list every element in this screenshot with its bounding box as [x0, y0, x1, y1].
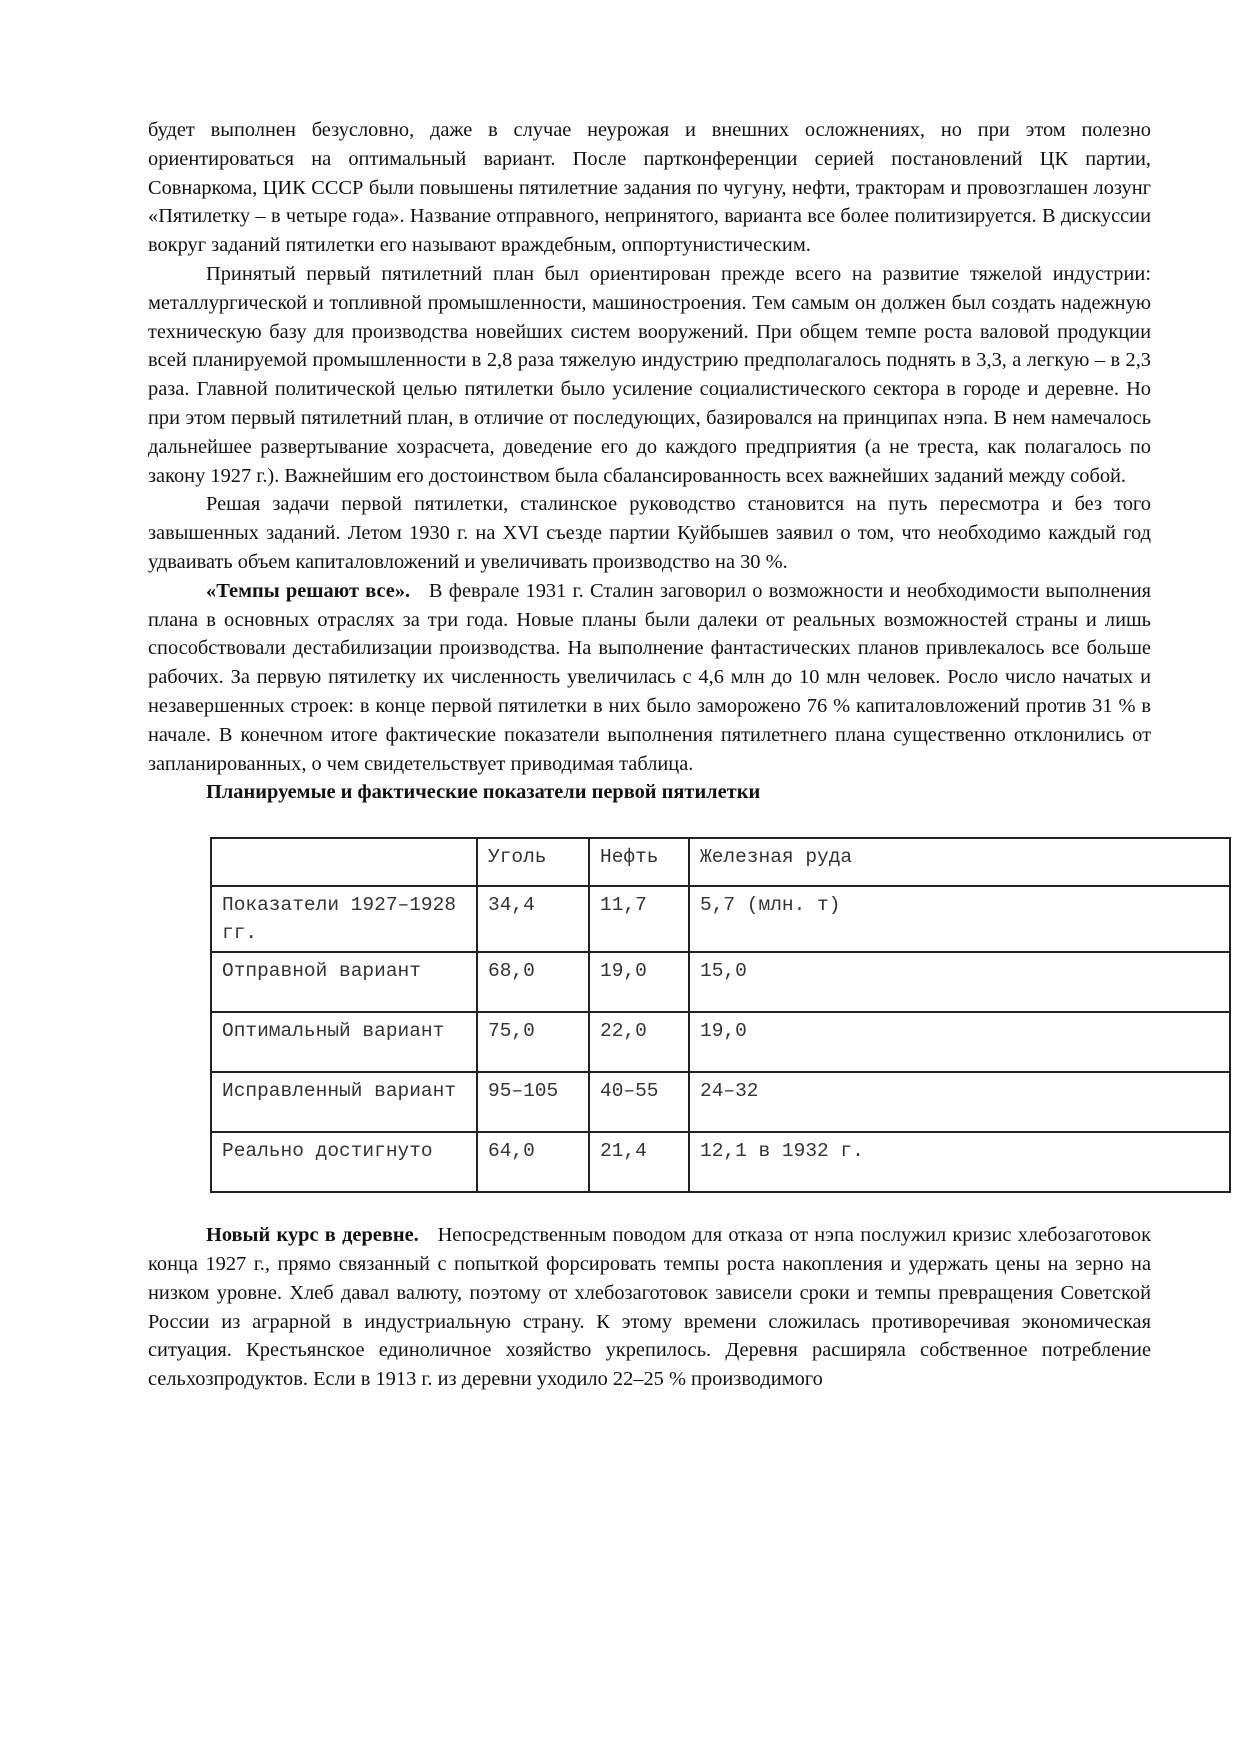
- table-row: [211, 1132, 1230, 1192]
- table-cell-label: Реально достигнуто: [211, 1132, 477, 1192]
- table-cell: 19,0: [589, 952, 689, 1012]
- table-cell: 19,0: [689, 1012, 1230, 1072]
- section-heading-tempy: «Темпы решают все».: [206, 579, 411, 602]
- table-cell: 15,0: [689, 952, 1230, 1012]
- table-row: [211, 1072, 1230, 1132]
- section-text-tempy: В феврале 1931 г. Сталин заговорил о возможности и необходимости выполнения плана в основных отраслях за три года. Новые планы были далеки от реальных возможностей страны и лишь способствовали дестабилизации производства. На выполнение фантастических планов привлекалось все больше рабочих. За первую пятилетку их численность увеличилась с 4,6 млн до 10 млн человек. Росло число начатых и незавершенных строек: в конце первой пятилетки в них было заморожено 76 % капиталовложений против 31 % в начале. В конечном итоге фактические показатели выполнения пятилетнего плана существенно отклонились от запланированных, о чем свидетельствует приводимая таблица.: [148, 579, 1152, 775]
- paragraph-first-plan: Принятый первый пятилетний план был ориентирован прежде всего на развитие тяжелой индустрии: металлургической и топливной промышленности, машиностроения. Тем самым он должен был создать надежную техническую базу для производства новейших систем вооружений. При общем темпе роста валовой продукции всей планируемой промышленности в 2,8 раза тяжелую индустрию предполагалось поднять в 3,3, а легкую – в 2,3 раза. Главной политической целью пятилетки было усиление социалистического сектора в городе и деревне. Но при этом первый пятилетний план, в отличие от последующих, базировался на принципах нэпа. В нем намечалось дальнейшее развертывание хозрасчета, доведение его до каждого предприятия (а не треста, как полагалось по закону 1927 г.). Важнейшим его достоинством была сбалансированность всех важнейших заданий между собой.: [148, 262, 1151, 487]
- table-cell: 75,0: [477, 1012, 589, 1072]
- table-header-cell: Нефть: [589, 838, 689, 886]
- paragraph-revision: Решая задачи первой пятилетки, сталинское руководство становится на путь пересмотра и без того завышенных заданий. Летом 1930 г. на XVI съезде партии Куйбышев заявил о том, что необходимо каждый год удваивать объем капиталовложений и увеличивать производство на 30 %.: [148, 493, 1151, 573]
- section-heading-kurs: Новый курс в деревне.: [206, 1224, 419, 1247]
- table-row: [211, 886, 1230, 952]
- table-cell-label: Исправленный вариант: [211, 1072, 477, 1132]
- spacer: [148, 1193, 1151, 1221]
- table-cell-label: Отправной вариант: [211, 952, 477, 1012]
- table-cell: 24–32: [689, 1072, 1230, 1132]
- table-row: [211, 952, 1230, 1012]
- table-cell: 11,7: [589, 886, 689, 952]
- table-header-cell: Железная руда: [689, 838, 1230, 886]
- table-header-row: [211, 838, 1230, 886]
- table-header-cell: [211, 838, 477, 886]
- table-cell: 21,4: [589, 1132, 689, 1192]
- table-header-cell: Уголь: [477, 838, 589, 886]
- table-cell: 12,1 в 1932 г.: [689, 1132, 1230, 1192]
- table-cell: 40–55: [589, 1072, 689, 1132]
- table-cell-label: Показатели 1927–1928 гг.: [211, 886, 477, 952]
- table-cell: 5,7 (млн. т): [689, 886, 1230, 952]
- table-cell: 34,4: [477, 886, 589, 952]
- table-cell: 95–105: [477, 1072, 589, 1132]
- indicators-table: [210, 837, 1231, 1193]
- table-row: [211, 1012, 1230, 1072]
- table-cell: 68,0: [477, 952, 589, 1012]
- table-cell: 64,0: [477, 1132, 589, 1192]
- table-cell: 22,0: [589, 1012, 689, 1072]
- section-text-kurs: Непосредственным поводом для отказа от нэпа послужил кризис хлебозаготовок конца 1927 г., прямо связанный с попыткой форсировать темпы роста накопления и удержать цены на зерно на низком уровне. Хлеб давал валюту, поэтому от хлебозаготовок зависели сроки и темпы превращения Советской России из аграрной в индустриальную страну. К этому времени сложилась противоречивая экономическая ситуация. Крестьянское единоличное хозяйство укрепилось. Деревня расширяла собственное потребление сельхозпродуктов. Если в 1913 г. из деревни уходило 22–25 % производимого: [148, 1224, 1152, 1391]
- paragraph-new-course: [148, 1221, 1151, 1394]
- table-title: Планируемые и фактические показатели первой пятилетки: [206, 781, 761, 804]
- paragraph-continuation: будет выполнен безусловно, даже в случае неурожая и внешних осложнениях, но при этом полезно ориентироваться на оптимальный вариант. После партконференции серией постановлений ЦК партии, Совнаркома, ЦИК СССР были повышены пятилетние задания по чугуну, нефти, тракторам и провозглашен лозунг «Пятилетку – в четыре года». Название отправного, непринятого, варианта все более политизируется. В дискуссии вокруг заданий пятилетки его называют враждебным, оппортунистическим.: [148, 119, 1151, 257]
- table-cell-label: Оптимальный вариант: [211, 1012, 477, 1072]
- paragraph-tempy: [148, 577, 1151, 779]
